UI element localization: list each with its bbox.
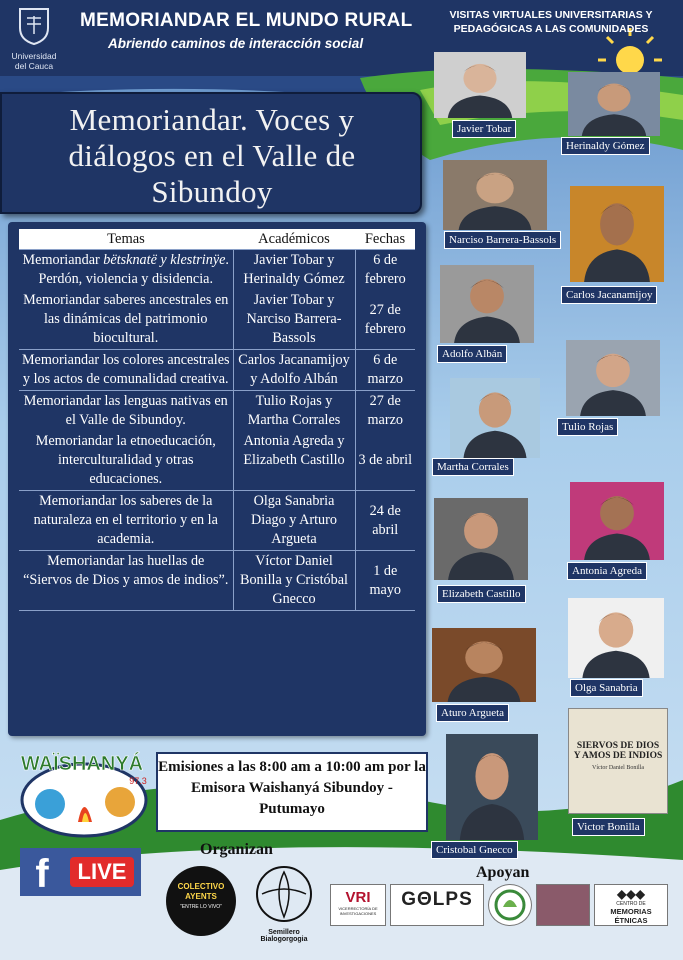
table-row: [19, 290, 415, 350]
table-row: [19, 491, 415, 551]
book-cover: [568, 708, 668, 814]
header-fechas: Fechas: [355, 229, 415, 250]
row-fecha: 27 de febrero: [355, 290, 415, 350]
colectivo-name: COLECTIVO AYENTS: [177, 882, 225, 901]
university-name: Universidad del Cauca: [11, 51, 57, 71]
main-title: Memoriandar. Voces y diálogos en el Valle de Sibundoy: [68, 102, 356, 209]
speaker-name: Tulio Rojas: [557, 418, 618, 436]
row-fecha: 3 de abril: [355, 431, 415, 491]
broadcast-info: Emisiones a las 8:00 am a 10:00 am por la Emisora Waishanyá Sibundoy - Putumayo: [156, 752, 428, 832]
row-academicos: Antonia Agreda y Elizabeth Castillo: [233, 431, 355, 491]
row-tema: Memoriandar los colores ancestrales y los actos de comunalidad creativa.: [19, 350, 233, 391]
row-academicos: Javier Tobar y Herinaldy Gómez: [233, 250, 355, 291]
book-title: SIERVOS DE DIOS Y AMOS DE INDIOS: [573, 741, 663, 761]
row-academicos: Carlos Jacanamijoy y Adolfo Albán: [233, 350, 355, 391]
supporter-round-logo: [488, 884, 532, 926]
table-header-row: [19, 229, 415, 250]
leaf-emblem-icon: [489, 885, 531, 925]
header-title: MEMORIANDAR EL MUNDO RURAL: [80, 10, 413, 31]
memorias-emblem-icon: ◆◆◆: [617, 887, 645, 901]
radio-frequency: 97.3: [129, 776, 147, 786]
speaker-photo: [568, 72, 660, 136]
row-tema: Memoriandar las lenguas nativas en el Valle de Sibundoy.: [19, 391, 233, 432]
row-fecha: 6 de marzo: [355, 350, 415, 391]
speaker-name: Cristobal Gnecco: [431, 841, 518, 859]
speaker-name: Elizabeth Castillo: [437, 585, 526, 603]
row-fecha: 1 de mayo: [355, 551, 415, 611]
speaker-photo: [446, 734, 538, 840]
speaker-name: Javier Tobar: [452, 120, 516, 138]
row-fecha: 24 de abril: [355, 491, 415, 551]
visitas-banner: VISITAS VIRTUALES UNIVERSITARIAS Y PEDAGÓGICAS A LAS COMUNIDADES: [449, 9, 653, 35]
memorias-prefix: CENTRO DE: [616, 901, 646, 907]
speaker-photo: [434, 498, 528, 580]
radio-name: WAÏSHANYÁ: [20, 753, 144, 775]
table-row: [19, 350, 415, 391]
speaker-photo: [450, 378, 540, 458]
speaker-name: Martha Corrales: [432, 458, 514, 476]
row-academicos: Tulio Rojas y Martha Corrales: [233, 391, 355, 432]
book-author: Víctor Daniel Bonilla: [592, 765, 644, 771]
speaker-name: Herinaldy Gómez: [561, 137, 650, 155]
facebook-icon: f: [35, 852, 49, 896]
apoyan-label: Apoyan: [476, 864, 530, 881]
radio-waishanya-logo: [8, 744, 156, 840]
speaker-photo: [443, 160, 547, 230]
table-row: [19, 391, 415, 432]
row-academicos: Javier Tobar y Narciso Barrera-Bassols: [233, 290, 355, 350]
university-shield-icon: [17, 6, 51, 46]
row-tema: Memoriandar la etnoeducación, interculturalidad y otras educaciones.: [19, 431, 233, 491]
memorias-text: MEMORIAS ÉTNICAS: [610, 907, 652, 925]
row-tema: Memoriandar saberes ancestrales en las dinámicas del patrimonio biocultural.: [19, 290, 233, 350]
semillero-logo: [246, 862, 322, 943]
colectivo-subtitle: “ENTRE LO VIVO”: [180, 904, 222, 910]
speaker-photo: [440, 265, 534, 343]
vri-text: VRI: [345, 889, 371, 906]
row-academicos: Víctor Daniel Bonilla y Cristóbal Gnecco: [233, 551, 355, 611]
organizan-label: Organizan: [200, 841, 273, 858]
row-tema: Memoriandar las huellas de “Siervos de Dios y amos de indios”.: [19, 551, 233, 611]
galps-logo: [390, 884, 484, 926]
speaker-photo: [570, 186, 664, 282]
speaker-photo: [566, 340, 660, 416]
speaker-name: Victor Bonilla: [572, 818, 645, 836]
row-tema: Memoriandar los saberes de la naturaleza en el territorio y en la academia.: [19, 491, 233, 551]
main-title-box: [0, 92, 422, 214]
speaker-name: Aturo Argueta: [436, 704, 509, 722]
schedule-table: [19, 229, 415, 611]
speaker-name: Olga Sanabria: [570, 679, 643, 697]
live-label: LIVE: [70, 857, 134, 887]
memorias-etnicas-logo: [594, 884, 668, 926]
table-row: [19, 250, 415, 291]
facebook-live-badge[interactable]: [20, 848, 141, 896]
speaker-photo: [568, 598, 664, 678]
row-fecha: 27 de marzo: [355, 391, 415, 432]
semillero-name: Semillero Bialogorgogia: [260, 929, 308, 943]
row-tema: Memoriandar bëtsknatë y klestrinÿe. Perdón, violencia y disidencia.: [19, 250, 233, 291]
speaker-name: Carlos Jacanamijoy: [561, 286, 657, 304]
university-logo: [8, 6, 60, 71]
speaker-photo: [570, 482, 664, 560]
header-temas: Temas: [19, 229, 233, 250]
vri-subtitle: VICERRECTORÍA DE INVESTIGACIONES: [338, 906, 378, 916]
semillero-emblem-icon: [246, 862, 322, 924]
colectivo-ayents-logo: [166, 866, 236, 936]
galps-text: GΘLPS: [401, 889, 473, 910]
speaker-name: Narciso Barrera-Bassols: [444, 231, 561, 249]
header-academicos: Académicos: [233, 229, 355, 250]
table-row: [19, 551, 415, 611]
table-row: [19, 431, 415, 491]
speaker-photo: [434, 52, 526, 118]
speaker-name: Adolfo Albán: [437, 345, 507, 363]
vri-logo: [330, 884, 386, 926]
speaker-photo: [432, 628, 536, 702]
supporter-photo-logo: [536, 884, 590, 926]
speaker-name: Antonia Agreda: [567, 562, 647, 580]
row-fecha: 6 de febrero: [355, 250, 415, 291]
header-subtitle: Abriendo caminos de interacción social: [108, 36, 364, 51]
row-academicos: Olga Sanabria Diago y Arturo Argueta: [233, 491, 355, 551]
